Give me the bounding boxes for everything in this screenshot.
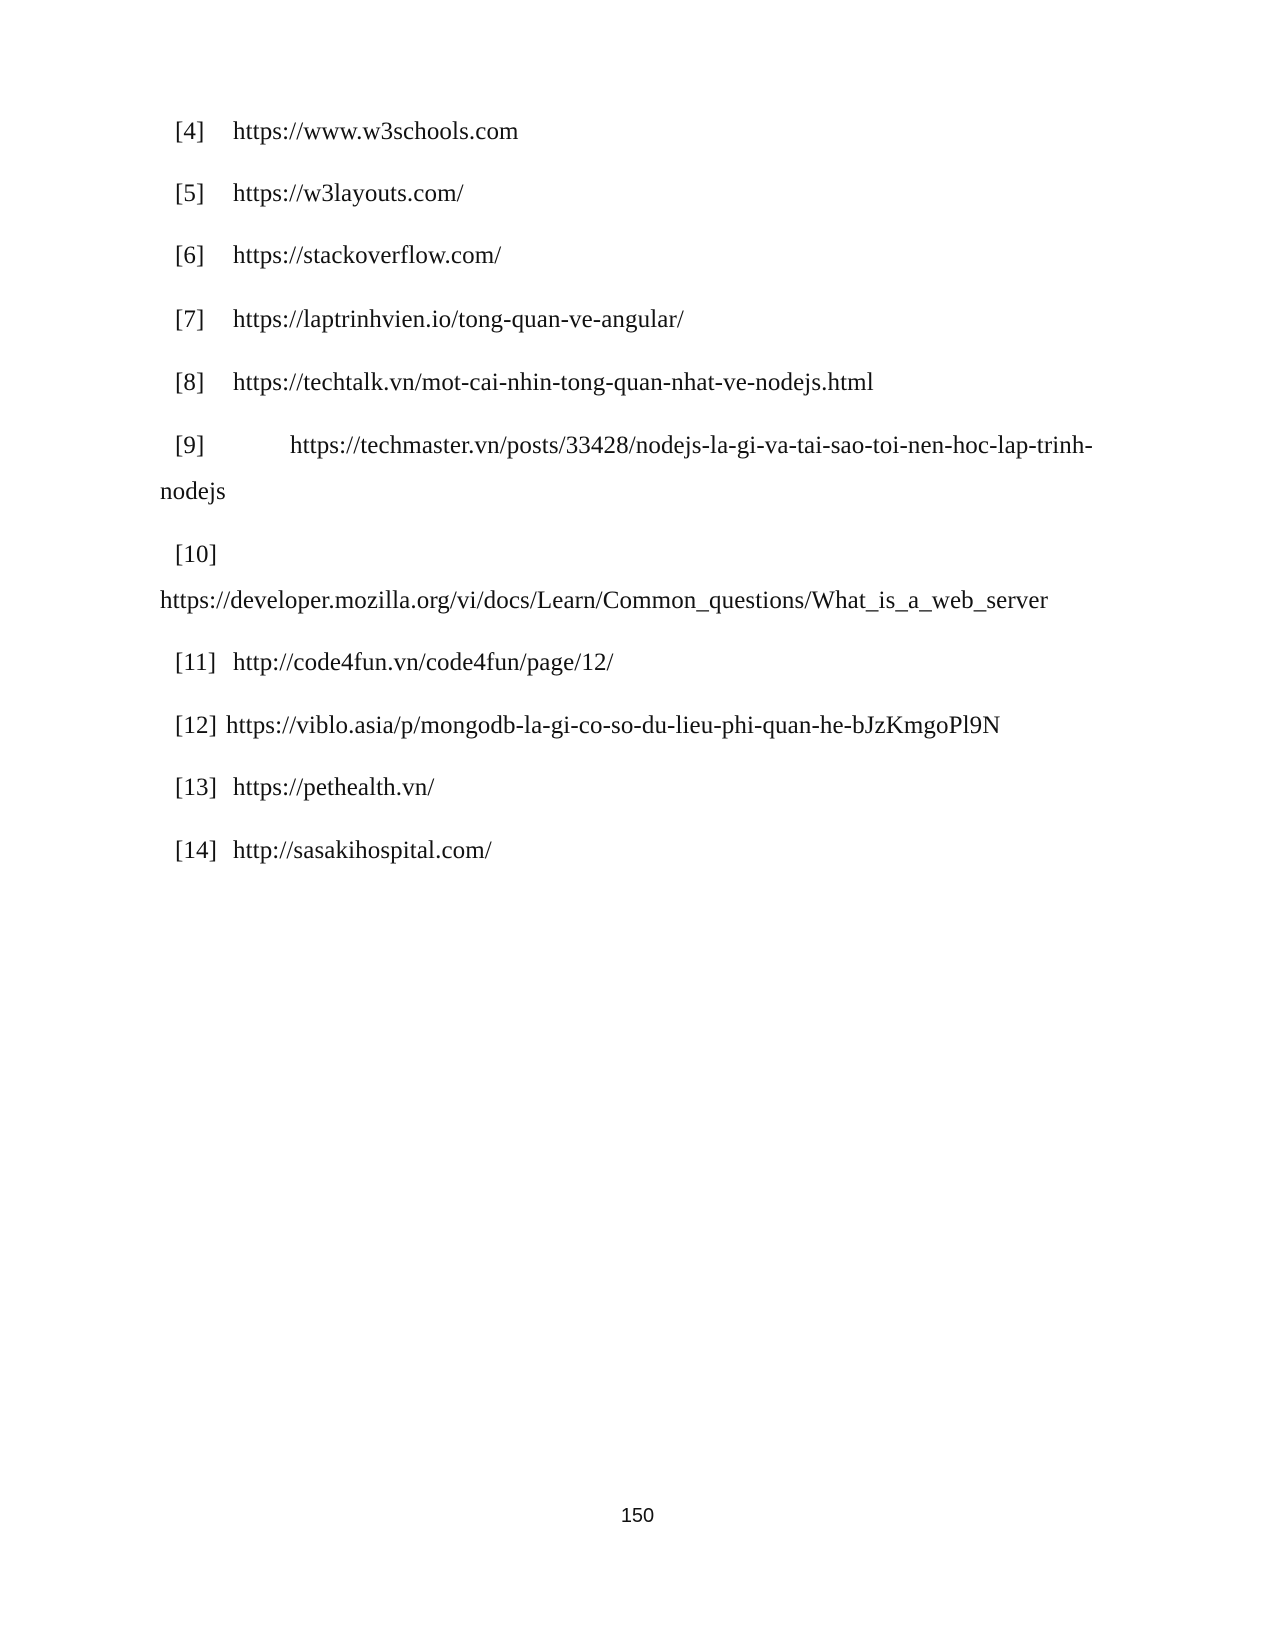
reference-number: [4] [175,118,205,145]
reference-url[interactable]: https://techmaster.vn/posts/33428/nodejs-la-gi-va-tai-sao-toi-nen-hoc-lap-trinh- [290,432,1093,459]
reference-number: [8] [175,369,205,396]
reference-number: [9] [175,432,205,459]
page-number: 150 [620,1505,655,1527]
reference-url[interactable]: https://laptrinhvien.io/tong-quan-ve-angular/ [233,306,684,333]
reference-number: [5] [175,180,205,207]
reference-url[interactable]: http://code4fun.vn/code4fun/page/12/ [233,649,614,676]
reference-number: [14] [175,837,218,864]
reference-url[interactable]: https://www.w3schools.com [233,118,519,145]
reference-url[interactable]: https://techtalk.vn/mot-cai-nhin-tong-quan-nhat-ve-nodejs.html [233,369,874,396]
reference-url[interactable]: https://developer.mozilla.org/vi/docs/Learn/Common_questions/What_is_a_web_server [160,587,1049,614]
reference-url[interactable]: https://pethealth.vn/ [233,774,435,801]
reference-number: [12] [175,712,218,739]
reference-url-continuation[interactable]: nodejs [160,478,226,505]
reference-number: [7] [175,306,205,333]
reference-number: [13] [175,774,218,801]
reference-url[interactable]: https://stackoverflow.com/ [233,242,502,269]
reference-url[interactable]: https://viblo.asia/p/mongodb-la-gi-co-so-du-lieu-phi-quan-he-bJzKmgoPl9N [226,712,1001,739]
reference-url[interactable]: http://sasakihospital.com/ [233,837,492,864]
reference-number: [10] [175,541,218,568]
reference-number: [6] [175,242,205,269]
reference-url[interactable]: https://w3layouts.com/ [233,180,464,207]
reference-number: [11] [175,649,217,676]
